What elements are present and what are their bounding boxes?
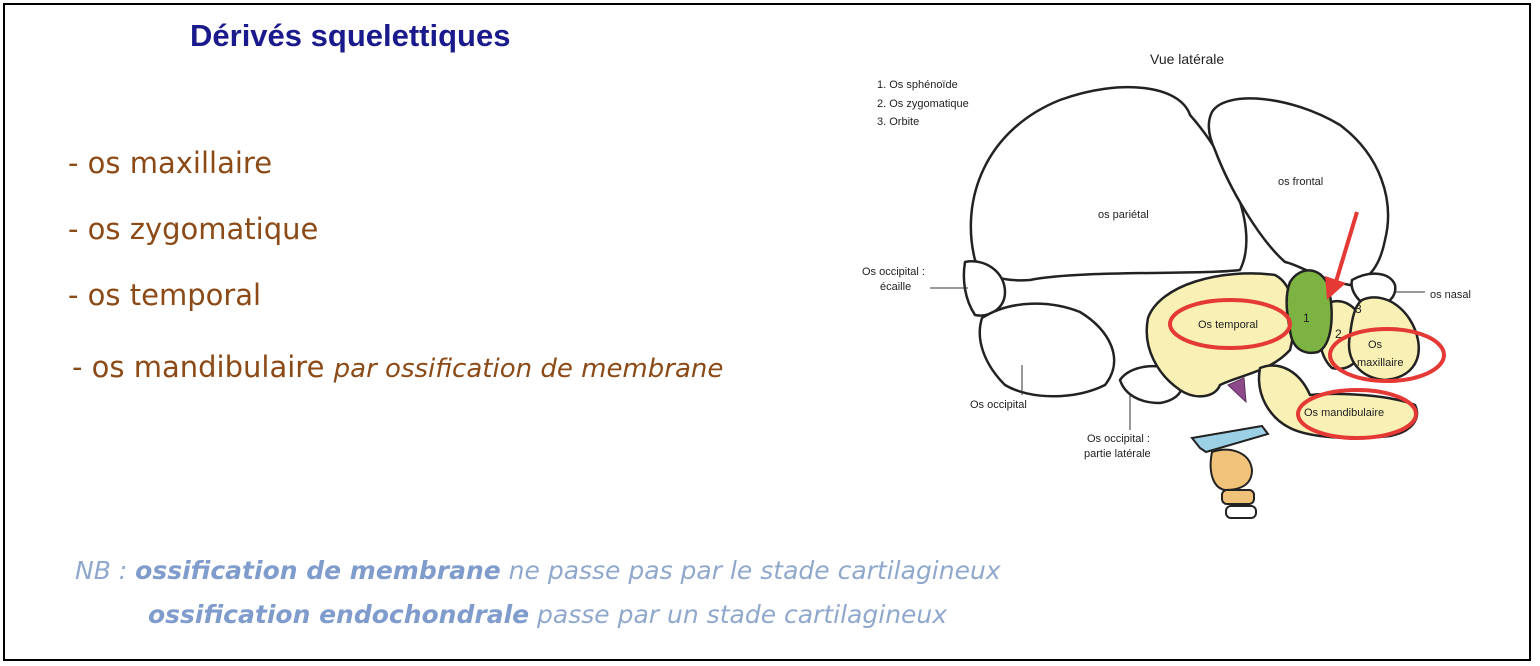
nb-text-1: ne passe pas par le stade cartilagineux	[500, 556, 1001, 585]
occipital-bone	[980, 304, 1114, 397]
label-maxillaire: maxillaire	[1357, 357, 1404, 369]
bullet-text: - os temporal	[68, 278, 262, 312]
label-occipital: Os occipital	[970, 399, 1027, 411]
label-num-1: 1	[1303, 311, 1310, 325]
tracheal-ring	[1222, 490, 1254, 504]
label-occipital-ecaille: écaille	[880, 281, 912, 293]
label-num-3: 3	[1355, 302, 1362, 316]
bullet-text: - os zygomatique	[68, 212, 319, 246]
view-label: Vue latérale	[1150, 51, 1225, 67]
legend-item: 1. Os sphénoïde	[877, 79, 958, 91]
label-maxillaire: Os	[1368, 339, 1383, 351]
label-frontal: os frontal	[1278, 176, 1324, 188]
label-occipital-lateral: Os occipital :	[1087, 433, 1150, 445]
bullet-note: par ossification de membrane	[333, 354, 724, 384]
slide-title: Dérivés squelettiques	[190, 18, 511, 53]
parietal-bone	[971, 87, 1247, 280]
nb-term-endochondrale: ossification endochondrale	[148, 600, 530, 629]
nb-prefix: NB :	[75, 556, 136, 585]
label-occipital-lateral: partie latérale	[1084, 448, 1151, 460]
bullet-text: - os mandibulaire	[72, 350, 325, 384]
tracheal-ring	[1226, 506, 1256, 518]
nb-text-2: passe par un stade cartilagineux	[529, 600, 948, 629]
label-nasal: os nasal	[1430, 289, 1471, 301]
nb-term-membrane: ossification de membrane	[135, 556, 501, 585]
larynx-cartilage	[1211, 450, 1252, 490]
label-parietal: os pariétal	[1098, 209, 1149, 221]
label-temporal: Os temporal	[1198, 319, 1258, 331]
label-occipital-ecaille: Os occipital :	[862, 266, 925, 278]
label-mandibulaire: Os mandibulaire	[1304, 407, 1385, 419]
legend-item: 3. Orbite	[877, 116, 920, 128]
label-num-2: 2	[1335, 327, 1342, 341]
hyoid-bone	[1192, 426, 1268, 452]
bullet-text: - os maxillaire	[68, 146, 273, 180]
legend-item: 2. Os zygomatique	[877, 98, 969, 110]
